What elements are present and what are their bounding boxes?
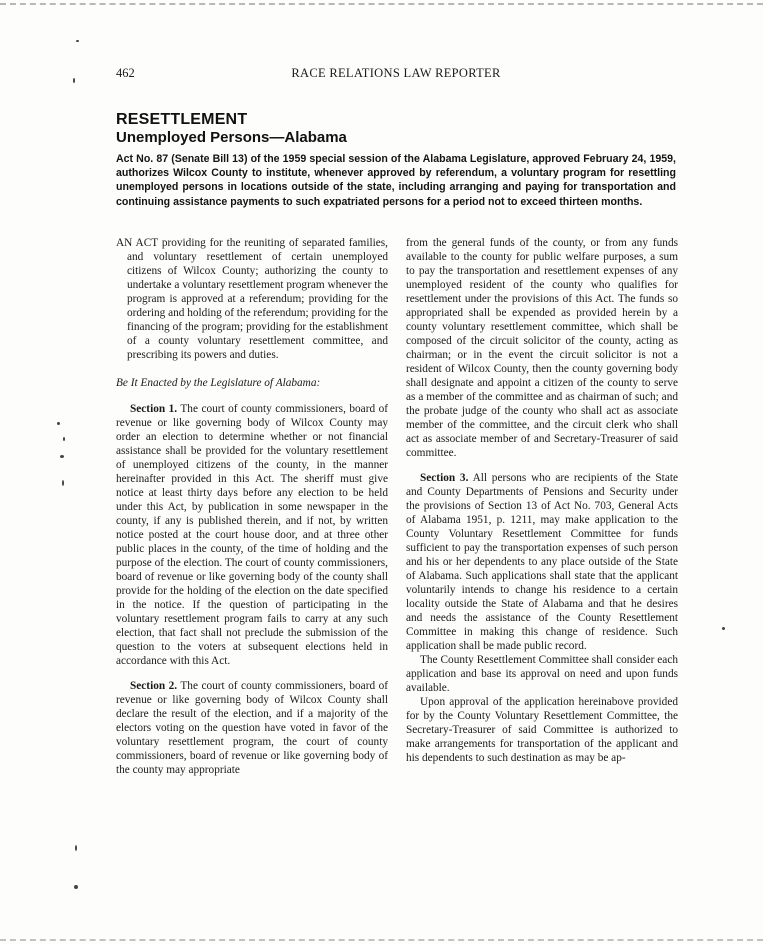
- section-2-continued: from the general funds of the county, or from any funds available to the county for public welfare purposes, a sum to pay the transportation and resettlement expenses of any unemployed resident of the county who qualifies for resettlement under the provisions of this Act. The funds so appropriated shall be expended as provided herein by a county voluntary resettlement committee, which shall be composed of the circuit solicitor of the county, acting as chairman; or in the event the circuit solicitor is not a resident of Wilcox County, then the county governing body shall designate and appoint a citizen of the county to serve as a member of the committee and as chairman of such; and the probate judge of the county who shall act as associate member of the committee, and the circuit clerk who shall act as associate member of and Secretary-Treasurer of said committee.: [406, 237, 678, 459]
- approval-paragraph: Upon approval of the application hereinabove provided for by the County Voluntary Resettlement Committee, the Secretary-Treasurer of said Committee is authorized to make arrangements for transportation of the applicant and his dependents to such destination as may be ap-: [406, 696, 678, 764]
- article-title: [116, 110, 676, 147]
- section-3-text: All persons who are recipients of the State and County Departments of Pensions and Security under the provisions of Section 13 of Act No. 703, General Acts of Alabama 1951, p. 1211, may make application to the County Voluntary Resettlement Committee for funds sufficient to pay the transportation expenses of such person and his or her dependents to any place outside of the State of Alabama. Such applications shall state that the applicant voluntarily intends to change his residence to a certain locality outside the State of Alabama and that he desires and needs the assistance of the County Resettlement Committee in making this change of residence. Such application shall be made public record.: [406, 472, 678, 652]
- section-3-paragraph: [406, 471, 678, 653]
- top-scan-edge: [0, 3, 763, 5]
- section-2-heading: Section 2.: [130, 680, 178, 692]
- scan-speck: [74, 885, 78, 889]
- page-header: [116, 66, 676, 82]
- section-1-heading: Section 1.: [130, 403, 178, 415]
- scan-speck: [63, 437, 65, 441]
- act-preamble: AN ACT providing for the reuniting of separated families, and voluntary resettlement of certain unemployed citizens of Wilcox County; authorizing the county to undertake a voluntary resettlement program whenever the program is approved at a referendum; providing for the ordering and holding of the referendum; providing for the financing of the program; providing for the establishment of a county voluntary resettlement committee, and prescribing its powers and duties.: [116, 237, 389, 361]
- committee-paragraph: The County Resettlement Committee shall consider each application and base its approval on need and upon funds available.: [406, 654, 678, 694]
- section-2-text: The court of county commissioners, board of revenue or like governing body of Wilcox County shall declare the result of the election, and if a majority of the electors voting on the question have voted in favor of the voluntary resettlement program, the court of county commissioners, board of revenue or like governing body of the county may appropriate: [116, 680, 388, 776]
- left-column: [116, 236, 388, 777]
- enacting-clause: Be It Enacted by the Legislature of Alabama:: [116, 377, 321, 389]
- right-column: [406, 236, 678, 765]
- scan-speck: [62, 480, 64, 486]
- section-3-heading: Section 3.: [420, 472, 469, 484]
- title-subtitle: Unemployed Persons—Alabama: [116, 129, 347, 146]
- scan-speck: [57, 422, 60, 425]
- title-main: RESETTLEMENT: [116, 111, 248, 128]
- scan-speck: [60, 455, 64, 458]
- bottom-scan-edge: [0, 939, 763, 941]
- page-number: 462: [116, 66, 135, 80]
- section-1-text: The court of county commissioners, board of revenue or like governing body of Wilcox County may order an election to determine whether or not financial assistance shall be provided for the voluntary resettlement of unemployed citizens of the county, in the manner hereinafter provided in this Act. The sheriff must give notice at least thirty days before any election to be held under this Act, by publication in some newspaper in the county, if any is published therein, and if not, by written notice posted at the court house door, and at three other public places in the county, of the time of holding and the purpose of the election. The court of county commissioners, board of revenue or like governing body of the county shall provide for the holding of the election on the date specified in the notice. If the question of participating in the voluntary resettlement program fails to carry at any such election, that fact shall not preclude the submission of the question to the voters at subsequent elections held in accordance with this Act.: [116, 403, 388, 667]
- scan-speck: [75, 845, 77, 851]
- scan-speck: [722, 627, 725, 630]
- section-1-paragraph: [116, 402, 388, 668]
- scan-speck: [73, 78, 75, 83]
- section-2-paragraph: [116, 679, 388, 777]
- running-head: RACE RELATIONS LAW REPORTER: [291, 66, 501, 80]
- scan-speck: [76, 40, 79, 42]
- act-summary: Act No. 87 (Senate Bill 13) of the 1959 special session of the Alabama Legislature, approved February 24, 1959, authorizes Wilcox County to institute, whenever approved by referendum, a voluntary program for resettling unemployed persons in locations outside of the state, including arranging and paying for transportation and continuing assistance payments to such expatriated persons for a period not to exceed thirteen months.: [116, 153, 676, 208]
